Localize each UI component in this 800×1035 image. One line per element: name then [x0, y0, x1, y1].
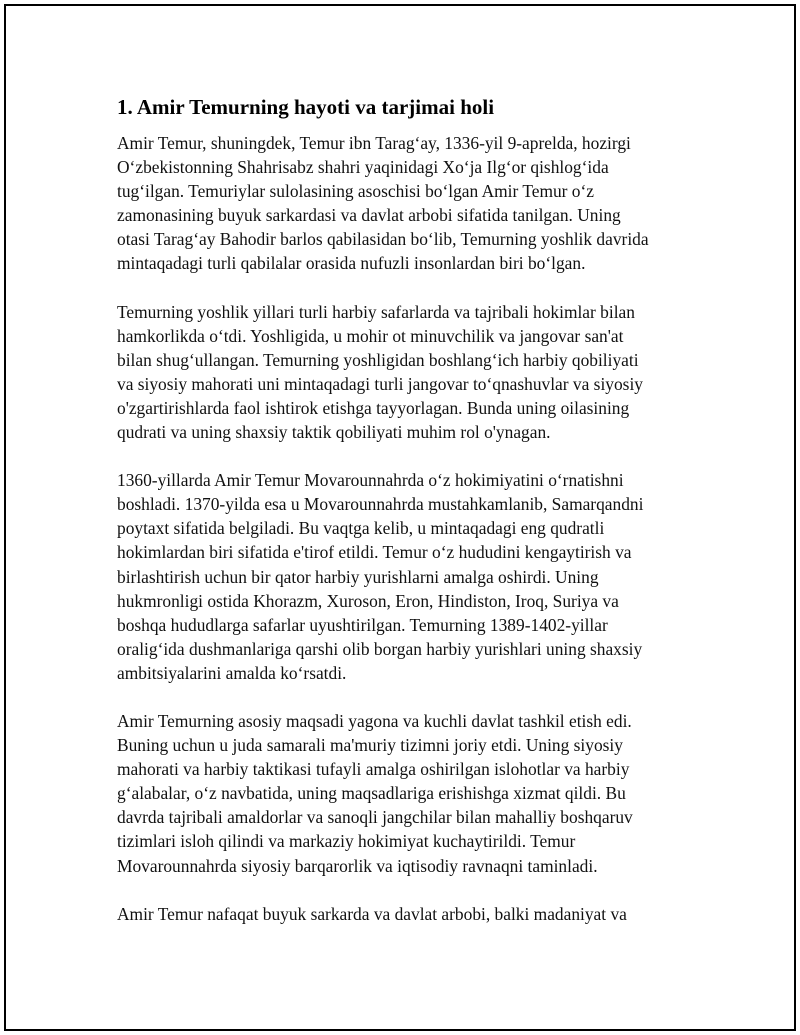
section-heading: 1. Amir Temurning hayoti va tarjimai holi	[117, 95, 495, 119]
paragraph-line: tug‘ilgan. Temuriylar sulolasining asoschisi bo‘lgan Amir Temur o‘z	[117, 181, 595, 202]
paragraph-line: g‘alabalar, o‘z navbatida, uning maqsadlariga erishishga xizmat qildi. Bu	[117, 783, 626, 804]
paragraph	[117, 709, 697, 878]
paragraph-line: Amir Temurning asosiy maqsadi yagona va kuchli davlat tashkil etish edi.	[117, 710, 632, 731]
paragraph-line: davrda tajribali amaldorlar va sanoqli jangchilar bilan mahalliy boshqaruv	[117, 807, 633, 828]
paragraph-line: mintaqadagi turli qabilalar orasida nufuzli insonlardan biri bo‘lgan.	[117, 253, 586, 274]
paragraph-line: Amir Temur nafaqat buyuk sarkarda va davlat arbobi, balki madaniyat va	[117, 903, 627, 924]
paragraph-line: va siyosiy mahorati uni mintaqadagi turli jangovar to‘qnashuvlar va siyosiy	[117, 373, 643, 394]
paragraph-line: O‘zbekistonning Shahrisabz shahri yaqinidagi Xo‘ja Ilg‘or qishlog‘ida	[117, 157, 609, 178]
paragraph-line: tizimlari isloh qilindi va markaziy hokimiyat kuchaytirildi. Temur	[117, 831, 576, 852]
paragraph-line: hukmronligi ostida Khorazm, Xuroson, Eron, Hindiston, Iroq, Suriya va	[117, 590, 619, 611]
paragraph-line: hamkorlikda o‘tdi. Yoshligida, u mohir ot minuvchilik va jangovar san'at	[117, 325, 624, 346]
paragraph	[117, 468, 697, 685]
paragraph-line: hokimlardan biri sifatida e'tirof etildi. Temur o‘z hududini kengaytirish va	[117, 542, 632, 563]
paragraph-line: Buning uchun u juda samarali ma'muriy tizimni joriy etdi. Uning siyosiy	[117, 735, 623, 756]
paragraph-line: Temurning yoshlik yillari turli harbiy safarlarda va tajribali hokimlar bilan	[117, 301, 635, 322]
paragraph-line: boshqa hududlarga safarlar uyushtirilgan. Temurning 1389-1402-yillar	[117, 614, 608, 635]
paragraph-line: qudrati va uning shaxsiy taktik qobiliyati muhim rol o'ynagan.	[117, 422, 551, 443]
paragraph-line: mahorati va harbiy taktikasi tufayli amalga oshirilgan islohotlar va harbiy	[117, 759, 630, 780]
paragraph-line: ambitsiyalarini amalda ko‘rsatdi.	[117, 662, 347, 683]
paragraph-line: zamonasining buyuk sarkardasi va davlat arbobi sifatida tanilgan. Uning	[117, 205, 621, 226]
paragraph	[117, 300, 697, 445]
paragraph-line: boshladi. 1370-yilda esa u Movarounnahrda mustahkamlanib, Samarqandni	[117, 494, 644, 515]
paragraph-line: Amir Temur, shuningdek, Temur ibn Tarag‘ay, 1336-yil 9-aprelda, hozirgi	[117, 133, 631, 153]
document-body	[117, 93, 697, 950]
paragraph-line: poytaxt sifatida belgiladi. Bu vaqtga kelib, u mintaqadagi eng qudratli	[117, 518, 605, 539]
paragraph	[117, 902, 697, 926]
paragraph-line: birlashtirish uchun bir qator harbiy yurishlarni amalga oshirdi. Uning	[117, 566, 599, 587]
paragraph-line: Movarounnahrda siyosiy barqarorlik va iqtisodiy ravnaqni taminladi.	[117, 855, 598, 876]
paragraph-list	[117, 131, 697, 926]
paragraph-line: 1360-yillarda Amir Temur Movarounnahrda o‘z hokimiyatini o‘rnatishni	[117, 470, 624, 491]
paragraph	[117, 131, 697, 276]
paragraph-line: o'zgartirishlarda faol ishtirok etishga tayyorlagan. Bunda uning oilasining	[117, 397, 630, 418]
paragraph-line: bilan shug‘ullangan. Temurning yoshligidan boshlang‘ich harbiy qobiliyati	[117, 349, 639, 370]
paragraph-line: otasi Tarag‘ay Bahodir barlos qabilasidan bo‘lib, Temurning yoshlik davrida	[117, 229, 649, 250]
paragraph-line: oralig‘ida dushmanlariga qarshi olib borgan harbiy yurishlari uning shaxsiy	[117, 638, 643, 659]
